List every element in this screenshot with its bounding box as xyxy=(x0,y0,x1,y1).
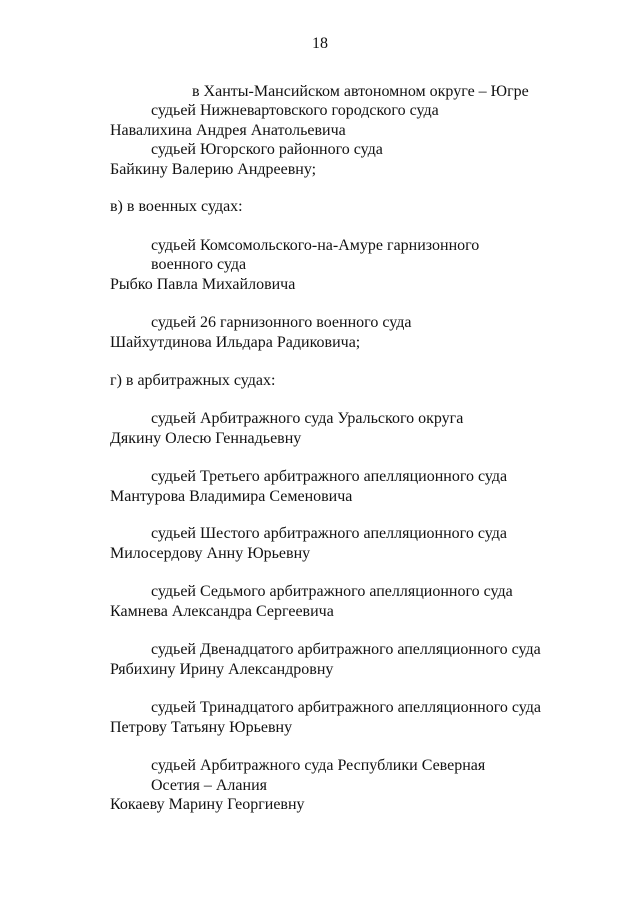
judge-ryabikhina: Рябихину Ирину Александровну xyxy=(110,661,334,678)
page-number: 18 xyxy=(312,35,328,52)
section-heading-military: в) в военных судах: xyxy=(110,198,243,215)
judge-dyakina: Дякину Олесю Геннадьевну xyxy=(110,430,302,447)
judge-rybko: Рыбко Павла Михайловича xyxy=(110,276,296,293)
judge-miloserdova: Милосердову Анну Юрьевну xyxy=(110,545,311,562)
court-sixth-appeal: судьей Шестого арбитражного апелляционного суда xyxy=(151,525,507,542)
judge-shaikhutdinov: Шайхутдинова Ильдара Радиковича; xyxy=(110,334,361,351)
court-nizhnevartovsk: судьей Нижневартовского городского суда xyxy=(151,102,439,119)
section-heading-arbitration: г) в арбитражных судах: xyxy=(110,372,276,389)
court-26-garrison: судьей 26 гарнизонного военного суда xyxy=(151,314,412,331)
judge-petrova: Петрову Татьяну Юрьевну xyxy=(110,719,293,736)
court-thirteenth-appeal: судьей Тринадцатого арбитражного апелляционного суда xyxy=(151,699,542,716)
court-komsomolsk-line2: военного суда xyxy=(151,256,247,273)
region-heading-khmao: в Ханты-Мансийском автономном округе – Югре xyxy=(192,83,529,100)
judge-manturov: Мантурова Владимира Семеновича xyxy=(110,488,353,505)
court-north-ossetia-line1: судьей Арбитражного суда Республики Северная xyxy=(151,757,486,774)
judge-navalikhin: Навалихина Андрея Анатольевича xyxy=(110,122,346,139)
court-komsomolsk-line1: судьей Комсомольского-на-Амуре гарнизонного xyxy=(151,237,480,254)
court-seventh-appeal: судьей Седьмого арбитражного апелляционного суда xyxy=(151,583,513,600)
court-north-ossetia-line2: Осетия – Алания xyxy=(151,777,267,794)
judge-kokaeva: Кокаеву Марину Георгиевну xyxy=(110,796,305,813)
court-third-appeal: судьей Третьего арбитражного апелляционного суда xyxy=(151,468,508,485)
court-yugorsk: судьей Югорского районного суда xyxy=(151,141,383,158)
court-twelfth-appeal: судьей Двенадцатого арбитражного апелляционного суда xyxy=(151,641,541,658)
court-ural-district: судьей Арбитражного суда Уральского округа xyxy=(151,410,464,427)
judge-kamnev: Камнева Александра Сергеевича xyxy=(110,603,334,620)
judge-baikina: Байкину Валерию Андреевну; xyxy=(110,161,317,178)
